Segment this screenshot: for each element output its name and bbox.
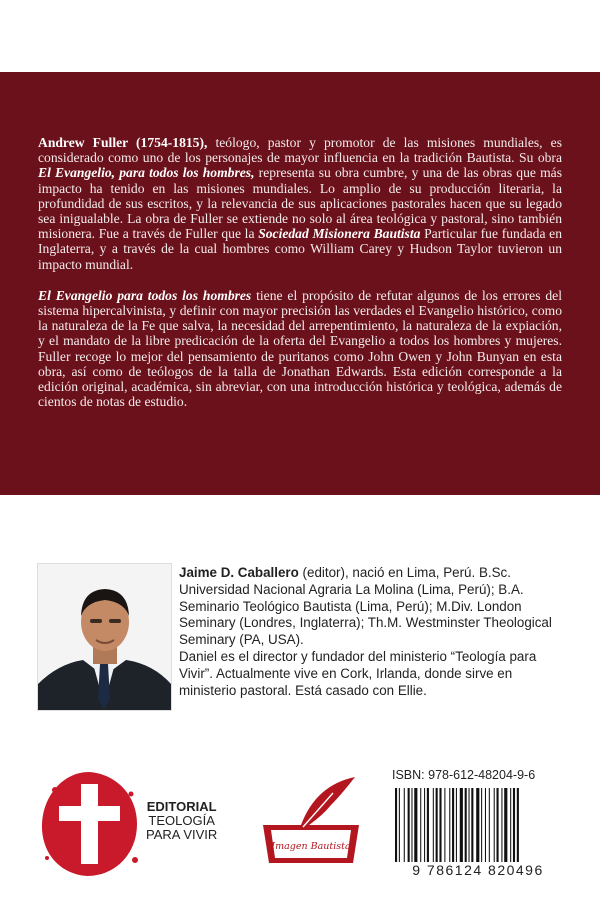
book-title: El Evangelio, para todos los hombres,	[38, 165, 255, 181]
author-photo	[37, 563, 172, 711]
barcode-bar	[517, 788, 519, 864]
author-bio	[179, 565, 569, 699]
barcode-bar	[411, 788, 412, 864]
society-name: Sociedad Misionera Bautista	[258, 226, 421, 242]
description-paragraph-1	[38, 135, 562, 272]
description-text	[38, 135, 562, 425]
bio-text-run: (editor), nació en Lima, Perú. B.Sc. Universidad Nacional Agraria La Molina (Lima, Perú); B.A. Seminario Teológico Bautista (Lima, Perú); M.Div. London Seminary (Londres, Inglaterra); Th.M. Westminster Theological Seminary (PA, USA).	[179, 565, 552, 648]
barcode-bar	[471, 788, 473, 864]
description-paragraph-2	[38, 288, 562, 410]
barcode-bar	[424, 788, 425, 864]
description-band	[0, 72, 600, 495]
barcode-bar	[439, 788, 441, 864]
description-text-run: representa su obra cumbre, y una de las obras que más impacto ha tenido en las misiones mundiales. Lo amplio de su producción literaria, la profundidad de sus escritos, y la relevancia de sus aplicaciones pastorales hacen que su legado sea inigualable. La obra de Fuller se extiende no solo al área teológica y pastoral, sino también misionera. Fue a través de Fuller que la	[38, 165, 562, 242]
barcode-bar	[504, 788, 507, 864]
quill-book-logo-icon	[261, 775, 361, 870]
barcode-bar	[456, 788, 457, 864]
barcode-bar	[510, 788, 511, 864]
barcode-bar	[513, 788, 515, 864]
barcode-bar	[497, 788, 499, 864]
barcode-bar	[476, 788, 479, 864]
imprint-logo-text: Imagen Bautista	[271, 841, 351, 852]
barcode-bar	[469, 788, 470, 864]
barcode-bar	[433, 788, 434, 864]
cross-logo-icon	[37, 768, 142, 880]
barcode-digits: 9 786124 820496	[392, 862, 564, 878]
barcode-bar	[489, 788, 490, 864]
publisher-line-2: TEOLOGÍA	[148, 813, 215, 828]
publisher-line-3: PARA VIVIR	[146, 827, 218, 842]
barcode-bar	[449, 788, 450, 864]
barcode-bar	[494, 788, 495, 864]
barcode-bar	[420, 788, 421, 864]
barcode-bar	[414, 788, 417, 864]
description-text-run: teólogo, pastor y promotor de las misiones mundiales, es considerado como uno de los personajes de mayor influencia en la tradición Bautista. Su obra	[38, 135, 563, 166]
bio-paragraph-2: Daniel es el director y fundador del ministerio “Teología para Vivir”. Actualmente vive en Cork, Irlanda, donde sirve en ministerio pastoral. Está casado con Ellie.	[179, 648, 537, 698]
barcode-bar	[485, 788, 486, 864]
barcode-bar	[465, 788, 467, 864]
barcode-bar	[501, 788, 502, 864]
barcode-bar	[408, 788, 410, 864]
barcode-bar	[395, 788, 397, 864]
bio-name: Jaime D. Caballero	[179, 565, 299, 580]
barcode-bar	[427, 788, 429, 864]
description-text-run: Particular fue fundada en Inglaterra, y a través de la cual hombres como William Carey y Hudson Taylor tuvieron un impacto mundial.	[38, 226, 563, 272]
barcode-bar	[452, 788, 454, 864]
barcode-bar	[460, 788, 463, 864]
barcode-bar	[404, 788, 405, 864]
barcode-bar	[399, 788, 400, 864]
barcode-bar	[444, 788, 445, 864]
isbn-label: ISBN: 978-612-48204-9-6	[392, 768, 536, 782]
barcode-bar	[481, 788, 482, 864]
publisher-name	[146, 800, 217, 842]
description-text-run: tiene el propósito de refutar algunos de los errores del sistema hipercalvinista, y definir con mayor precisión las verdades el Evangelio histórico, como la naturaleza de la Fe que salva, la necesidad del arrepentimiento, la naturaleza de la expiación, y el mandato de la libre predicación de la oferta del Evangelio a todos los hombres y mujeres. Fuller recoge lo mejor del pensamiento de puritanos como John Owen y John Bunyan en esta obra, así como de teólogos de la talla de Jonathan Edwards. Esta edición corresponde a la edición original, académica, sin abreviar, con una introducción histórica y teológica, además de cientos de notas de estudio.	[38, 287, 562, 410]
barcode-bar	[436, 788, 438, 864]
author-name: Andrew Fuller (1754-1815),	[38, 135, 208, 150]
book-title: El Evangelio para todos los hombres	[38, 287, 252, 303]
publisher-line-1: EDITORIAL	[146, 799, 217, 814]
bio-paragraph-1	[179, 565, 569, 649]
